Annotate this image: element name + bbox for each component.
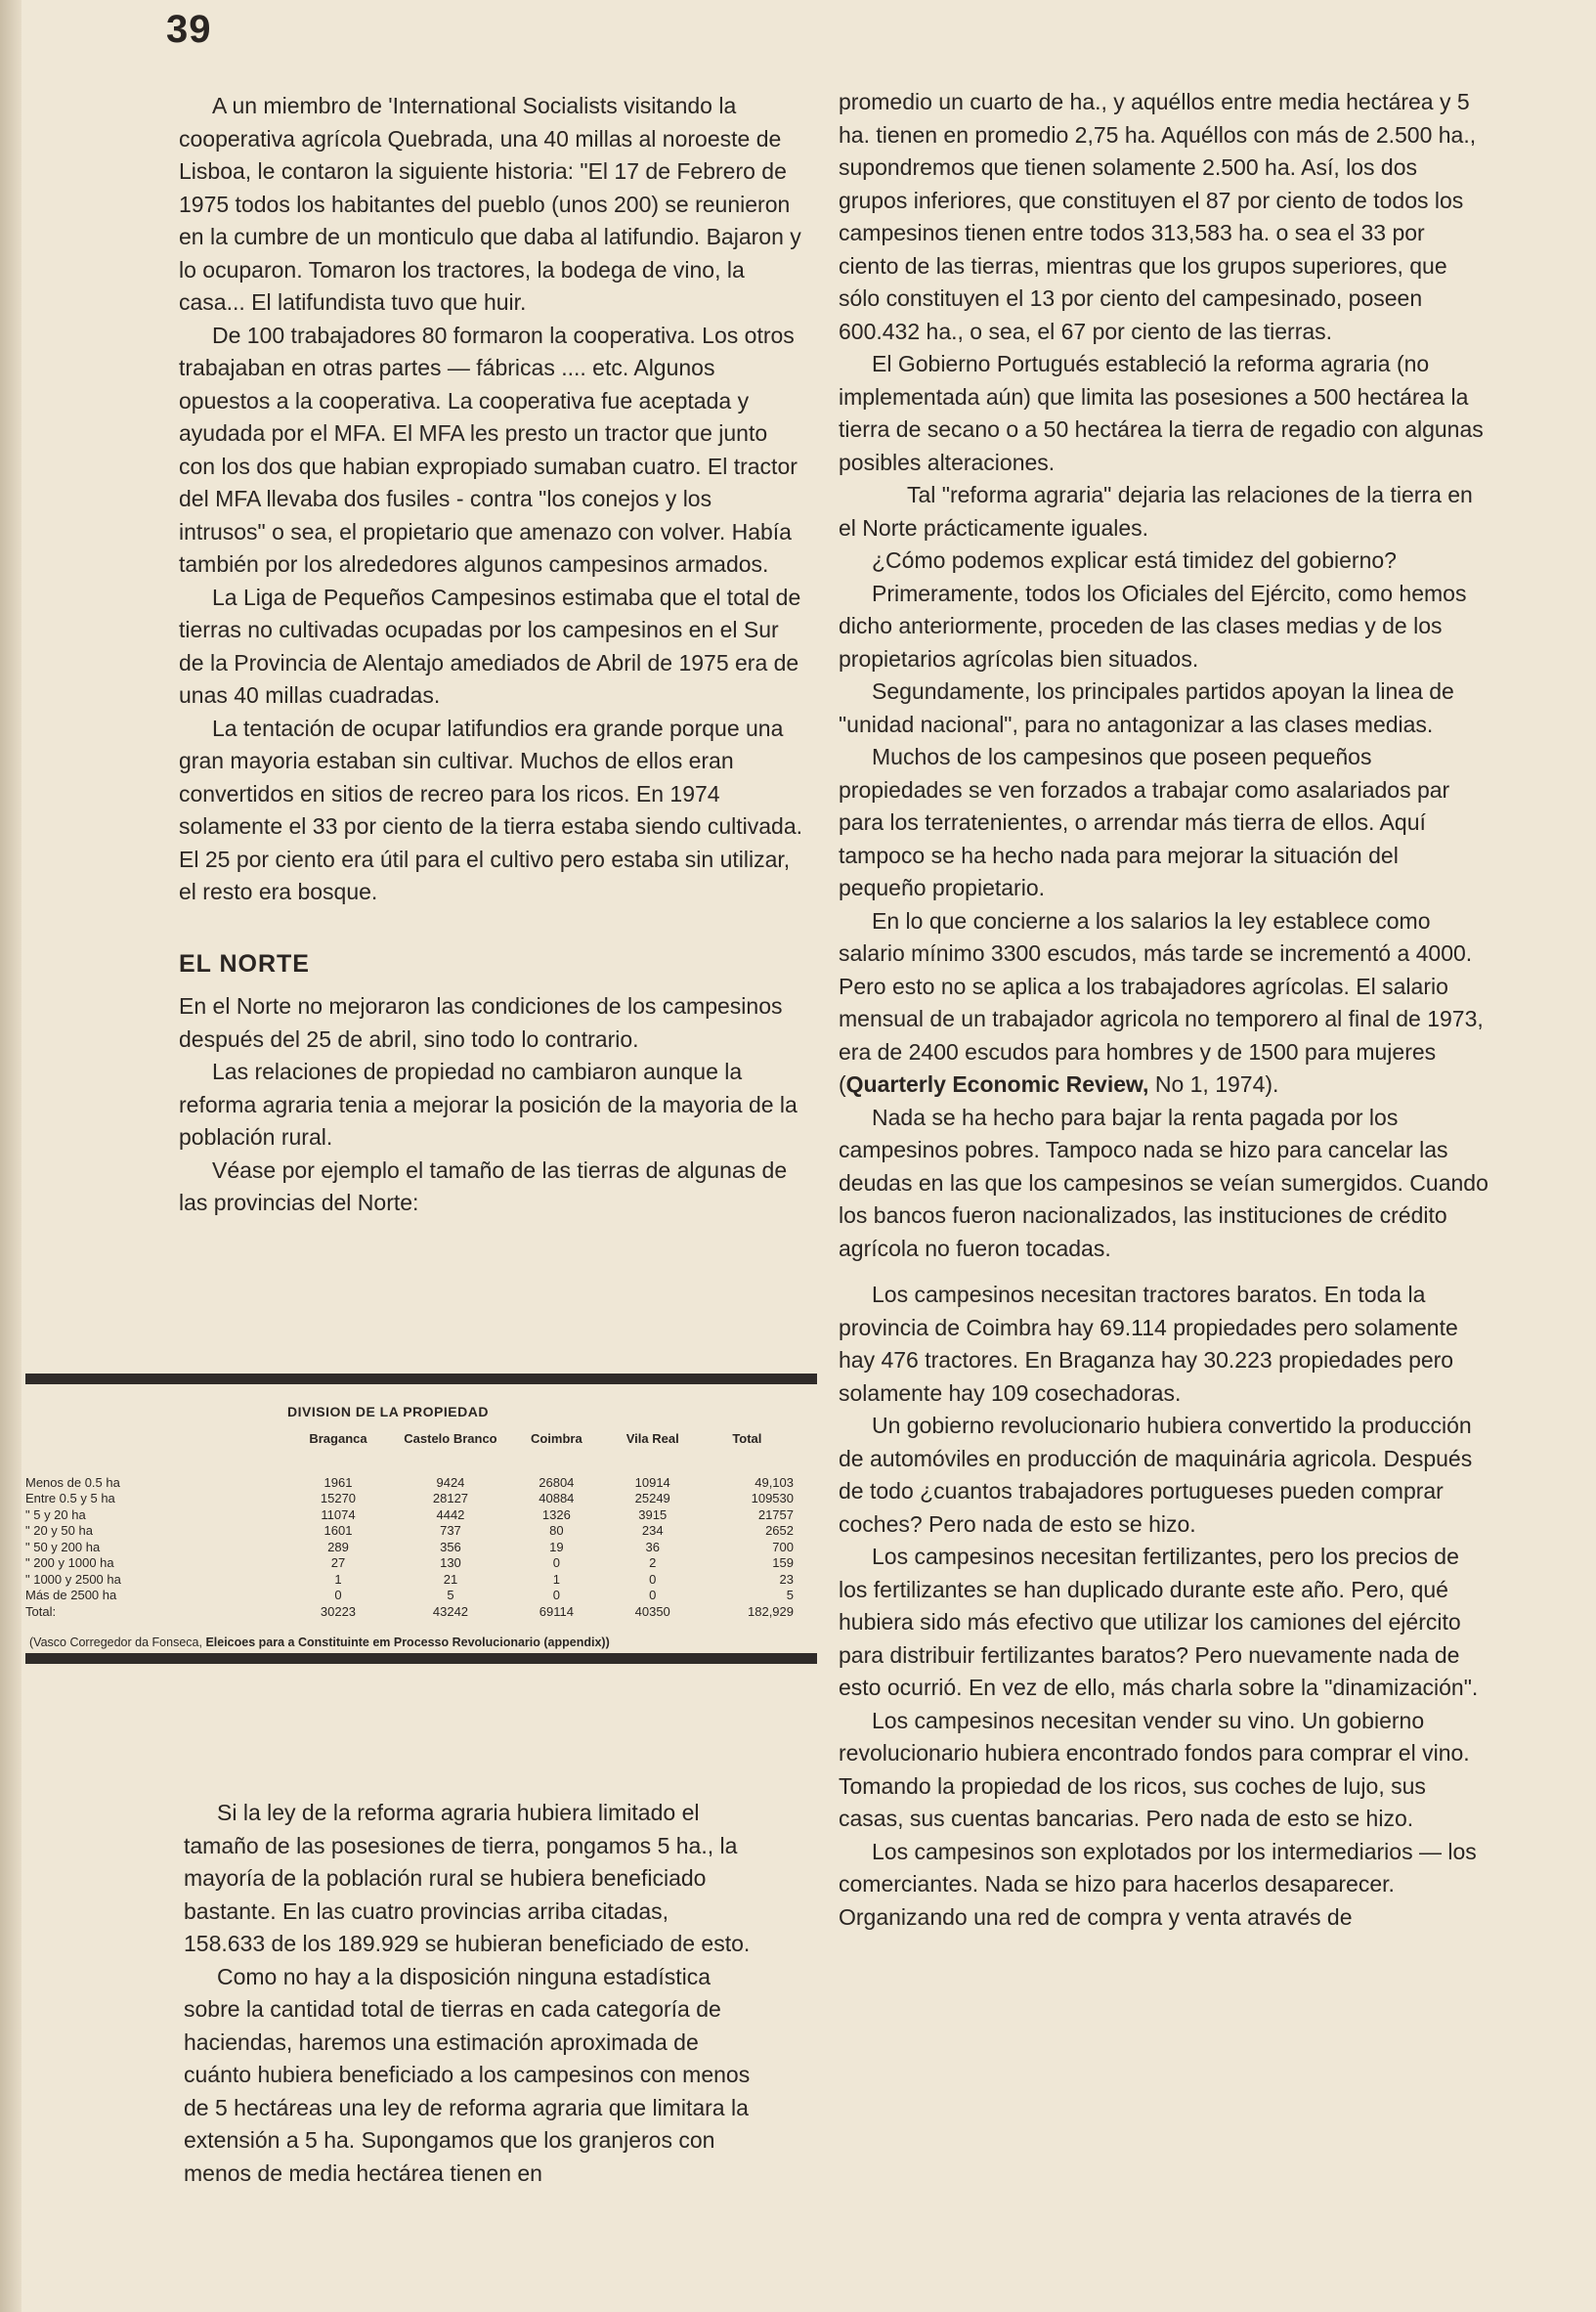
paragraph: La Liga de Pequeños Campesinos estimaba que el total de tierras no cultivadas ocupadas por los campesinos en el Sur de la Provincia de Alentajo amediados de Abril de 1975 era de unas 40 millas cuadradas.: [179, 584, 801, 708]
table-cell: 19: [549, 1539, 564, 1554]
paragraph-text: No 1, 1974).: [1148, 1071, 1279, 1097]
paragraph: La tentación de ocupar latifundios era grande porque una gran mayoria estaban sin cultivar. Muchos de ellos eran convertidos en sitios de recreo para los ricos. En 1974 solamente el 33 por ciento de la tierra estaba siendo cultivada. El 25 por ciento era útil para el cultivo pero estaba sin utilizar, el resto era bosque.: [179, 715, 803, 904]
paragraph: Como no hay a la disposición ninguna estadística sobre la cantidad total de tierras en cada categoría de haciendas, haremos una estimación aproximada de cuánto hubiera beneficiado a los campesinos con menos de 5 hectáreas una ley de reforma agraria que limitara la extensión a 5 ha. Supongamos que los granjeros con menos de media hectárea tienen en: [184, 1963, 751, 2186]
table-cell: 15270: [320, 1491, 357, 1505]
table-cell: 0: [649, 1571, 657, 1587]
table-row: [25, 1588, 798, 1604]
table-row: [25, 1604, 798, 1621]
table-cell: 0: [552, 1588, 560, 1602]
paragraph: Los campesinos necesitan tractores baratos. En toda la provincia de Coimbra hay 69.114 propiedades pero solamente hay 476 tractores. En Braganza hay 30.223 propiedades pero solamente hay 109 cosechadoras.: [839, 1282, 1458, 1406]
table-cell: 10914: [634, 1474, 670, 1490]
table-cell: 43242: [432, 1603, 469, 1619]
table-cell: 80: [549, 1523, 564, 1538]
column-header: Vila Real: [625, 1431, 679, 1446]
row-label: " 50 y 200 ha: [25, 1539, 101, 1554]
source-author: (Vasco Corregedor da Fonseca,: [29, 1636, 202, 1649]
paragraph: Segundamente, los principales partidos apoyan la linea de "unidad nacional", para no antagonizar a las clases medias.: [839, 678, 1454, 737]
paragraph: Primeramente, todos los Oficiales del Ejército, como hemos dicho anteriormente, proceden de las clases medias y de los propietarios agrícolas bien situados.: [839, 580, 1467, 672]
left-column-bottom: [184, 1797, 753, 2190]
paragraph: Un gobierno revolucionario hubiera convertido la producción de automóviles en producción de maquinária agricola. Después de todo ¿cuantos trabajadores portugueses pueden comprar coches? Pero nada de esto se hizo.: [839, 1413, 1473, 1537]
table-cell: 49,103: [755, 1474, 794, 1490]
paragraph: ¿Cómo podemos explicar está timidez del gobierno?: [872, 547, 1397, 573]
table-row: [25, 1523, 798, 1540]
page-edge: [0, 0, 22, 2312]
table-cell: 40884: [539, 1491, 575, 1505]
table-cell: 28127: [432, 1491, 469, 1505]
table-cell: 3915: [638, 1506, 668, 1522]
table-cell: 182,929: [748, 1603, 794, 1619]
table-cell: 26804: [539, 1474, 575, 1490]
header-empty: [25, 1431, 280, 1475]
table-cell: 1601: [324, 1523, 353, 1538]
table-row: [25, 1555, 798, 1572]
row-label: " 20 y 50 ha: [25, 1523, 93, 1538]
table-cell: 5: [786, 1588, 794, 1602]
paragraph: Los campesinos necesitan vender su vino. Un gobierno revolucionario hubiera encontrado fondos para comprar el vino. Tomando la propiedad de los ricos, sus coches de lujo, sus casas, sus cuentas bancarias. Pero nada de esto se hizo.: [839, 1707, 1470, 1831]
table-cell: 36: [645, 1539, 660, 1554]
table-cell: 0: [334, 1588, 342, 1602]
table-row: [25, 1507, 798, 1524]
row-label: " 200 y 1000 ha: [25, 1555, 114, 1570]
left-column-top: [179, 90, 804, 1220]
table-top-rule: [25, 1374, 817, 1384]
row-label: Más de 2500 ha: [25, 1588, 117, 1602]
table-cell: 9424: [436, 1474, 465, 1490]
paragraph: En el Norte no mejoraron las condiciones de los campesinos después del 25 de abril, sino todo lo contrario.: [179, 993, 783, 1052]
table-cell: 159: [772, 1555, 794, 1570]
section-heading: EL NORTE: [179, 949, 310, 978]
table-cell: 0: [552, 1555, 560, 1570]
paragraph: A un miembro de 'International Socialists visitando la cooperativa agrícola Quebrada, una 40 millas al noroeste de Lisboa, le contaron la siguiente historia: "El 17 de Febrero de 1975 todos los habitantes del pueblo (unos 200) se reunieron en la cumbre de un monticulo que daba al latifundio. Bajaron y lo ocuparon. Tomaron los tractores, la bodega de vino, la casa... El latifundista tuvo que huir.: [179, 93, 801, 315]
table-cell: 356: [440, 1539, 461, 1554]
paragraph: Los campesinos son explotados por los intermediarios — los comerciantes. Nada se hizo para hacerlos desaparecer. Organizando una red de compra y venta através de: [839, 1838, 1477, 1930]
table-cell: 130: [440, 1555, 461, 1570]
property-table-block: [25, 1374, 817, 1664]
paragraph: Si la ley de la reforma agraria hubiera limitado el tamaño de las posesiones de tierra, pongamos 5 ha., la mayoría de la población rural se hubiera beneficiado bastante. En las cuatro provincias arriba citadas, 158.633 de los 189.929 se hubieran beneficiado de esto.: [184, 1800, 751, 1956]
row-label: Entre 0.5 y 5 ha: [25, 1491, 115, 1505]
paragraph: Los campesinos necesitan fertilizantes, pero los precios de los fertilizantes se han duplicado durante este año. Pero, qué hubiera sido más efectivo que utilizar los camiones del ejército para distribuir fertilizantes baratos? Pero nuevamente nada de esto ocurrió. En vez de ello, más charla sobre la "dinamización".: [839, 1544, 1479, 1700]
column-header: Castelo Branco: [404, 1431, 497, 1446]
table-cell: 289: [327, 1539, 349, 1554]
table-cell: 69114: [539, 1603, 574, 1619]
table-row: [25, 1491, 798, 1507]
paragraph: promedio un cuarto de ha., y aquéllos entre media hectárea y 5 ha. tienen en promedio 2,75 ha. Aquéllos con más de 2.500 ha., supondremos que tienen solamente 2.500 ha. Así, los dos grupos inferiores, que constituyen el 87 por ciento de todos los campesinos tienen entre todos 313,583 ha. o sea el 33 por ciento de las tierras, mientras que los grupos superiores, que sólo constituyen el 13 por ciento del campesinado, poseen 600.432 ha., o sea, el 67 por ciento de las tierras.: [839, 89, 1477, 344]
table-cell: 21: [443, 1571, 458, 1587]
table-row: [25, 1475, 798, 1492]
table-cell: 4442: [436, 1506, 465, 1522]
table-title: DIVISION DE LA PROPIEDAD: [287, 1404, 489, 1419]
page-number: 39: [166, 8, 212, 51]
column-header: Coimbra: [530, 1431, 582, 1446]
paragraph-text: En lo que concierne a los salarios la ley establece como salario mínimo 3300 escudos, más tarde se incrementó a 4000. Pero esto no se aplica a los trabajadores agrícolas. El salario mensual de un trabajador agricola no temporero al final de 1973, era de 2400 escudos para hombres y de 1500 para mujeres (: [839, 907, 1484, 1097]
paragraph: [839, 905, 1488, 1102]
column-header: Total: [732, 1431, 762, 1446]
row-label: " 5 y 20 ha: [25, 1506, 86, 1522]
row-label: Menos de 0.5 ha: [25, 1474, 120, 1490]
table-row: [25, 1572, 798, 1589]
table-cell: 2652: [765, 1523, 794, 1538]
table-cell: 21757: [757, 1506, 794, 1522]
table-cell: 5: [447, 1588, 454, 1602]
paragraph: Las relaciones de propiedad no cambiaron aunque la reforma agraria tenia a mejorar la posición de la mayoria de la población rural.: [179, 1059, 798, 1150]
table-row: [25, 1540, 798, 1556]
table-cell: 234: [641, 1523, 664, 1538]
table-source: [29, 1636, 817, 1649]
table-cell: 23: [779, 1571, 794, 1587]
table-cell: 1326: [541, 1506, 571, 1522]
paragraph: De 100 trabajadores 80 formaron la cooperativa. Los otros trabajaban en otras partes — fábricas .... etc. Algunos opuestos a la cooperativa. La cooperativa fue aceptada y ayudada por el MFA. El MFA les presto un tractor que junto con los dos que habian expropiado sumaban cuatro. El tractor del MFA llevaba dos fusiles - contra "los conejos y los intrusos" o sea, el propietario que amenazo con volver. Había también por los alrededores algunos campesinos armados.: [179, 322, 798, 577]
paragraph: Tal "reforma agraria" dejaria las relaciones de la tierra en el Norte prácticamente iguales.: [839, 482, 1473, 541]
table-cell: 40350: [634, 1603, 670, 1619]
paragraph: Nada se ha hecho para bajar la renta pagada por los campesinos pobres. Tampoco nada se hizo para cancelar las deudas en las que los campesinos se veían sumergidos. Cuando los bancos fueron nacionalizados, las instituciones de crédito agrícola no fueron tocadas.: [839, 1104, 1488, 1261]
column-header: Braganca: [309, 1431, 367, 1446]
property-table: [25, 1431, 798, 1620]
table-cell: 2: [649, 1555, 657, 1570]
right-column: [839, 86, 1488, 1934]
cited-journal: Quarterly Economic Review,: [845, 1071, 1149, 1097]
paragraph: Véase por ejemplo el tamaño de las tierras de algunas de las provincias del Norte:: [179, 1156, 788, 1215]
table-bottom-rule: [25, 1653, 817, 1664]
table-cell: 11074: [321, 1506, 356, 1522]
table-cell: 30223: [320, 1603, 357, 1619]
table-cell: 737: [440, 1523, 461, 1538]
table-cell: 700: [772, 1539, 794, 1554]
table-cell: 25249: [634, 1491, 670, 1505]
table-cell: 27: [330, 1555, 346, 1570]
paragraph: El Gobierno Portugués estableció la reforma agraria (no implementada aún) que limita las posesiones a 500 hectárea la tierra de secano o a 50 hectárea la tierra de regadio con algunas posibles alteraciones.: [839, 351, 1484, 475]
table-cell: 1: [552, 1571, 560, 1587]
row-label: " 1000 y 2500 ha: [25, 1571, 121, 1587]
table-cell: 109530: [751, 1491, 794, 1505]
table-cell: 1: [334, 1571, 342, 1587]
source-title: Eleicoes para a Constituinte em Processo Revolucionario (appendix)): [205, 1636, 610, 1649]
table-cell: 1961: [324, 1474, 353, 1490]
table-header-row: [25, 1431, 798, 1475]
table-cell: 0: [649, 1588, 657, 1602]
row-label: Total:: [25, 1603, 57, 1619]
paragraph: Muchos de los campesinos que poseen pequeños propiedades se ven forzados a trabajar como asalariados par para los terratenientes, o arrendar más tierra de ellos. Aquí tampoco se ha hecho nada para mejorar la situación del pequeño propietario.: [839, 744, 1450, 900]
